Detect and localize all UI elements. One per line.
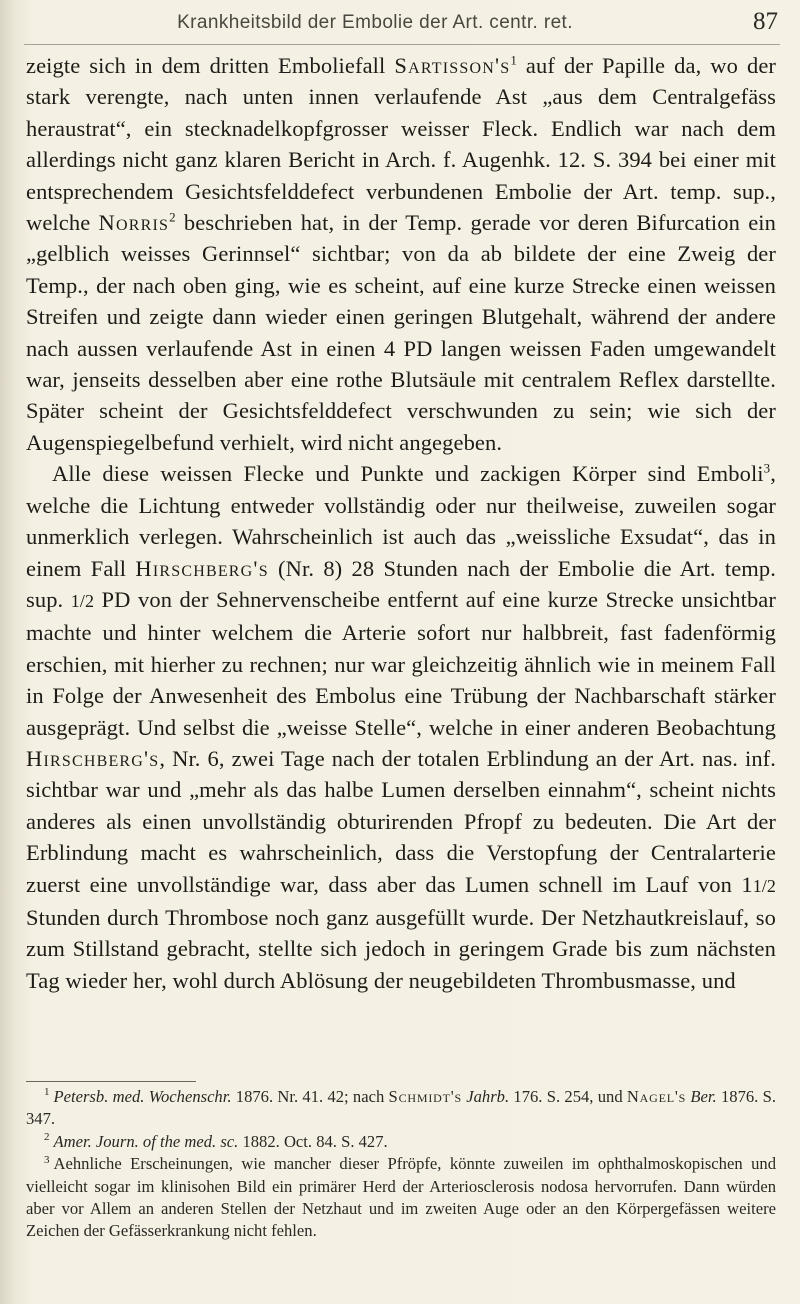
source-title: Jahrb.	[466, 1087, 510, 1106]
author-name: Hirschberg's	[26, 745, 160, 771]
footnote-ref: 3	[763, 460, 771, 476]
text-span: auf der Papille da, wo der stark verengte, nach unten innen verlaufende Ast „aus dem Centralgefäss heraustrat“, ein stecknadelkopfgrosser weisser Fleck. Endlich war nach dem allerdings nicht ganz klaren Bericht in Arch. f. Augenhk. 12. S. 394 bei einer mit entsprechendem Gesichtsfelddefect verbundenen Embolie der Art. temp. sup., welche	[26, 53, 776, 236]
author-name: Hirschberg's	[135, 555, 269, 581]
footnote-ref: 1	[510, 52, 517, 68]
source-title: Ber.	[690, 1087, 717, 1106]
text-span: beschrieben hat, in der Temp. gerade vor deren Bifurcation ein „gelblich weisses Gerinnsel“ sichtbar; von da ab bildete der eine Zweig der Temp., der nach oben ging, wie es scheint, auf eine kurze Strecke einen weissen Streifen und zeigte dann wieder einen geringen Blutgehalt, während der andere nach aussen verlaufende Ast in einen 4 PD langen weissen Faden umgewandelt war, jenseits desselben aber eine rothe Blutsäule mit centralem Reflex darstellte. Später scheint der Gesichtsfelddefect verschwunden zu sein; wie sich der Augenspiegelbefund verhielt, wird nicht angegeben.	[26, 210, 776, 455]
header-rule	[24, 44, 780, 45]
author-name: Nagel's	[626, 1087, 687, 1106]
text-span: 1876. S. 347.	[26, 1087, 776, 1129]
footnote-2	[26, 1131, 776, 1153]
fraction: 1/2	[70, 590, 95, 611]
footnote-mark: 1	[44, 1086, 50, 1099]
footnote-mark: 3	[44, 1153, 50, 1166]
footnotes	[26, 1086, 776, 1243]
author-name: Sartisson's	[394, 53, 511, 78]
author-name: Norris	[98, 210, 170, 236]
paragraph-2	[26, 458, 776, 996]
source-title: Petersb. med. Wochenschr.	[53, 1087, 232, 1106]
text-span: Aehnliche Erscheinungen, wie mancher dieser Pfröpfe, könnte zuweilen im ophthalmoskopischen und vielleicht sogar im klinisohen Bild ein primärer Herd der Arteriosclerosis nodosa hervorrufen. Dann würden aber vor Allem an anderen Stellen der Netzhaut und im zweiten Auge oder an den Körpergefässen weitere Zeichen der Gefässerkrankung nicht fehlen.	[26, 1154, 776, 1241]
text-span: zeigte sich in dem dritten Emboliefall	[26, 53, 395, 78]
footnote-rule	[26, 1081, 196, 1082]
running-title: Krankheitsbild der Embolie der Art. centr. ret.	[177, 12, 573, 33]
page-number: 87	[753, 8, 778, 35]
source-title: Amer. Journ. of the med. sc.	[53, 1131, 239, 1151]
text-span: (Nr. 8) 28 Stunden nach der Embolie die Art. temp. sup.	[26, 555, 776, 612]
footnote-ref: 2	[169, 209, 176, 225]
text-span: , welche die Lichtung entweder vollständig oder nur theilweise, zuweilen sogar unmerklich verlegen. Wahrscheinlich ist auch das „weissliche Exsudat“, das in einem Fall	[26, 461, 776, 581]
text-span: 176. S. 254, und	[509, 1087, 627, 1106]
footnote-mark: 2	[44, 1131, 50, 1144]
fraction: 1/2	[752, 875, 776, 896]
body-text	[26, 50, 776, 996]
text-span: Alle diese weissen Flecke und Punkte und zackigen Körper sind Emboli	[52, 461, 764, 487]
text-span: 1876. Nr. 41. 42; nach	[231, 1087, 389, 1106]
page-header	[30, 6, 790, 42]
text-span: , Nr. 6, zwei Tage nach der totalen Erblindung an der Art. nas. inf. sichtbar war und „mehr als das halbe Lumen derselben einnahm“, scheint nichts anderes als einen unvollständig obturirenden Pfropf zu bedeuten. Die Art der Erblindung macht es wahrscheinlich, dass die Verstopfung der Centralarterie zuerst eine unvollständige war, dass aber das Lumen schnell im Lauf von 1	[26, 745, 776, 897]
footnote-1	[26, 1086, 776, 1131]
text-span: Stunden durch Thrombose noch ganz ausgefüllt wurde. Der Netzhautkreislauf, so zum Stillstand gebracht, stellte sich jedoch in geringem Grade bis zum nächsten Tag wieder her, wohl durch Ablösung der neugebildeten Thrombusmasse, und	[26, 904, 776, 993]
author-name: Schmidt's	[388, 1087, 462, 1106]
text-span: 1882. Oct. 84. S. 427.	[238, 1131, 388, 1151]
footnote-3	[26, 1153, 776, 1243]
text-span: PD von der Sehnervenscheibe entfernt auf eine kurze Strecke unsichtbar machte und hinter welchem die Arterie sofort nur halbbreit, fast fadenförmig erschien, mit hierher zu rechnen; nur war gleichzeitig ähnlich wie in meinem Fall in Folge der Anwesenheit des Embolus eine Trübung der Nachbarschaft stärker ausgeprägt. Und selbst die „weisse Stelle“, welche in einer anderen Beobachtung	[26, 586, 776, 740]
paragraph-1	[26, 50, 776, 458]
